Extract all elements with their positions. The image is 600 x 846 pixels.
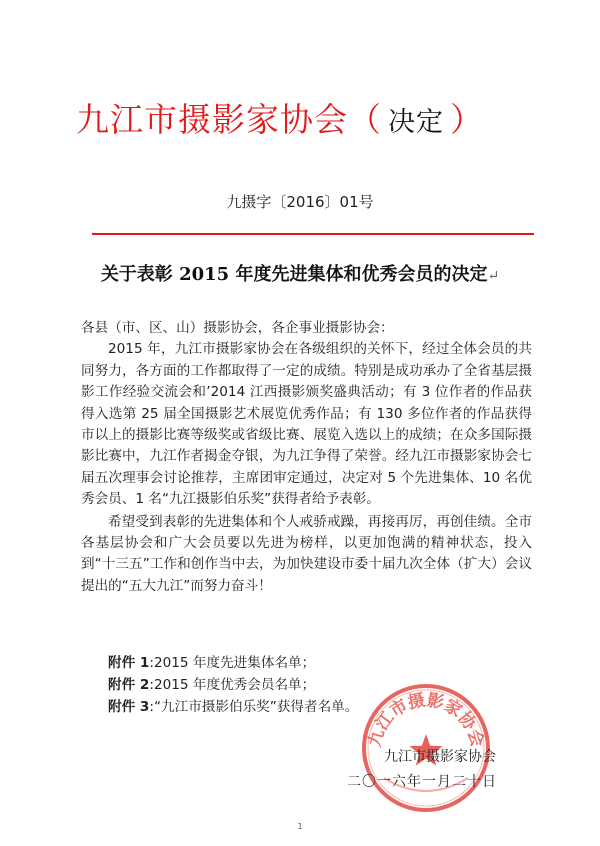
attachment-text: :2015 年度先进集体名单； xyxy=(149,655,316,671)
salutation: 各县（市、区、山）摄影协会，各企事业摄影协会： xyxy=(81,320,394,336)
open-paren: （ xyxy=(348,100,382,139)
body-paragraph-1: 2015 年，九江市摄影家协会在各级组织的关怀下，经过全体会员的共同努力，各方面的工作都取得了一定的成绩。特别是成功承办了全省基层摄影工作经验交流会和’2014 江西摄影颁奖盛典活动；有 3 位作者的作品获得入选第 25 届全国摄影艺术展览优秀作品；有 130 多位作者的作品获得市以上的摄影比赛等级奖或省级比赛、展览入选以上的成绩；在众多国际摄影比赛中，九江作者揭金夺银，为九江争得了荣誉。经九江市摄影家协会七届五次理事会讨论推荐，主席团审定通过，决定对 5 个先进集体、10 名优秀会员、1 名“九江摄影伯乐奖”获得者给予表彰。 xyxy=(81,341,532,508)
attachment-label: 附件 3 xyxy=(108,699,150,715)
return-mark-icon: ↵ xyxy=(487,268,500,284)
page-number: 1 xyxy=(297,822,303,831)
document-body xyxy=(81,318,532,597)
attachment-label: 附件 1 xyxy=(108,655,150,671)
document-title xyxy=(0,260,600,286)
document-kind: 决定 xyxy=(388,107,444,138)
seal-text: 九江市摄影家协会 xyxy=(364,690,488,750)
attachment-item xyxy=(108,652,528,674)
org-name: 九江市摄影家协会 xyxy=(76,100,348,139)
header-title xyxy=(76,94,536,141)
attachment-label: 附件 2 xyxy=(108,677,150,693)
document-title-text: 关于表彰 2015 年度先进集体和优秀会员的决定 xyxy=(100,264,488,285)
red-divider xyxy=(92,233,534,235)
signature-date: 二〇一六年一月二十日 xyxy=(347,774,497,790)
close-paren: ） xyxy=(450,100,484,139)
attachment-text: :2015 年度优秀会员名单； xyxy=(149,677,316,693)
attachment-text: :“九江市摄影伯乐奖”获得者名单。 xyxy=(149,699,359,715)
signature-organization: 九江市摄影家协会 xyxy=(384,749,496,765)
body-paragraph-2: 希望受到表彰的先进集体和个人戒骄戒躁，再接再厉，再创佳绩。全市各基层协会和广大会员要以先进为榜样，以更加饱满的精神状态，投入到“十三五”工作和创作当中去，为加快建设市委十届九次全体（扩大）会议提出的“五大九江”而努力奋斗！ xyxy=(81,513,532,594)
document-number: 九摄字〔2016〕01号 xyxy=(226,193,374,211)
